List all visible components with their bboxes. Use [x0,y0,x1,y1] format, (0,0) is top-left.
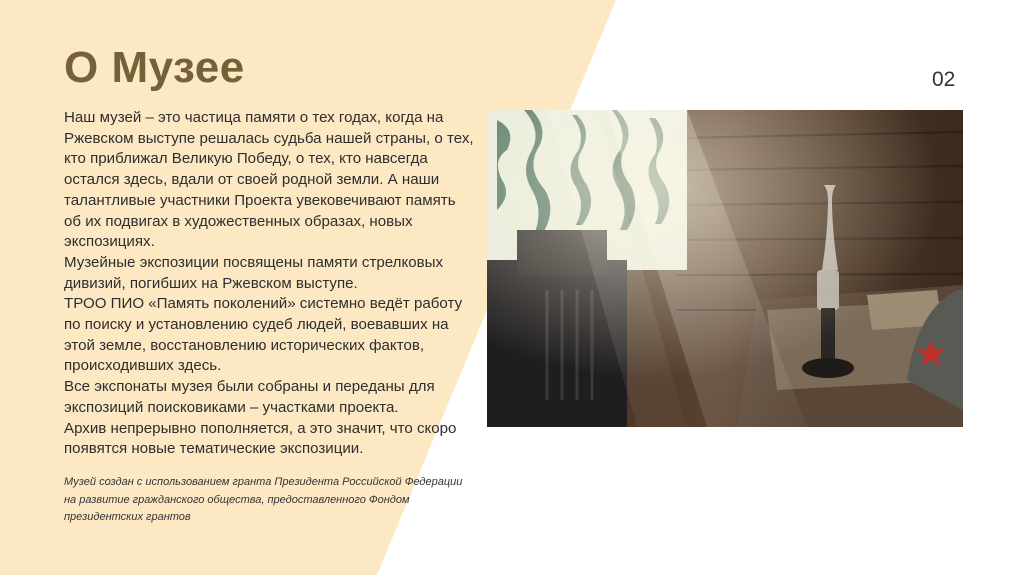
paragraph: ТРОО ПИО «Память поколений» системно ведёт работу по поиску и установлению судеб людей, воевавших на этой земле, восстановлению исторических фактов, происходивших здесь. [64,295,463,375]
grant-footnote: Музей создан с использованием гранта Президента Российской Федерации на развитие гражданского общества, предоставленного Фондом президентских грантов [64,476,463,523]
paragraph: Архив непрерывно пополняется, а это значит, что скоро появятся новые тематические экспозиции. [64,419,457,458]
page-title: О Музее [64,43,245,92]
page-number: 02 [932,68,956,91]
paragraph: Наш музей – это частица памяти о тех годах, когда на Ржевском выступе решалась судьба нашей страны, о тех, кто приближал Великую Победу, о тех, кто навсегда остался здесь, вдали от своей родной земли. А наши талантливые участники Проекта увековечивают память об их подвигах в художественных образах, новых экспозициях. [64,109,474,251]
paragraph: Музейные экспозиции посвящены памяти стрелковых дивизий, погибших на Ржевском выступе. [64,253,444,292]
body-text [64,108,476,460]
paragraph: Все экспонаты музея были собраны и переданы для экспозиций поисковиками – участками проекта. [64,378,435,416]
museum-interior-photo [487,110,963,427]
